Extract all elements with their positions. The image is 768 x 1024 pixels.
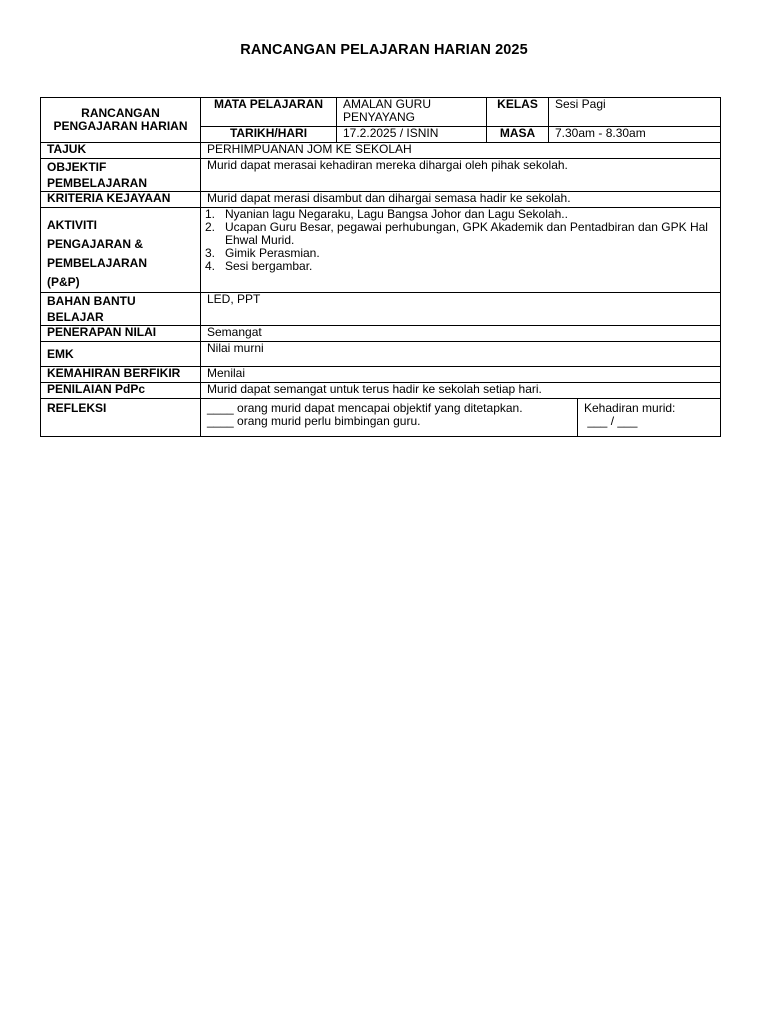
kemahiran-value: Menilai <box>201 367 721 383</box>
list-item: 1. Nyanian lagu Negaraku, Lagu Bangsa Johor dan Lagu Sekolah.. <box>205 207 568 221</box>
tajuk-label: TAJUK <box>41 143 201 159</box>
aktiviti-value <box>201 208 721 293</box>
lesson-plan-table <box>40 97 721 437</box>
row-objektif <box>41 159 721 192</box>
penilaian-value: Murid dapat semangat untuk terus hadir ke sekolah setiap hari. <box>201 383 721 399</box>
kelas-value: Sesi Pagi <box>549 98 721 127</box>
list-item: 4. Sesi bergambar. <box>205 259 313 273</box>
row-tajuk <box>41 143 721 159</box>
emk-label: EMK <box>41 342 201 367</box>
masa-label: MASA <box>487 127 549 143</box>
row-emk <box>41 342 721 367</box>
bahan-label: BAHAN BANTU BELAJAR <box>41 293 201 326</box>
refleksi-line-1: ____ orang murid dapat mencapai objektif yang ditetapkan. <box>207 401 523 415</box>
nilai-label: PENERAPAN NILAI <box>41 326 201 342</box>
row-nilai <box>41 326 721 342</box>
refleksi-label: REFLEKSI <box>41 399 201 437</box>
row-kriteria <box>41 192 721 208</box>
kehadiran-label: Kehadiran murid: <box>584 401 676 415</box>
row-refleksi <box>41 399 721 437</box>
masa-value: 7.30am - 8.30am <box>549 127 721 143</box>
row-penilaian <box>41 383 721 399</box>
aktiviti-label: AKTIVITI PENGAJARAN & PEMBELAJARAN (P&P) <box>41 208 201 293</box>
header-row-subject <box>41 98 721 127</box>
kemahiran-label: KEMAHIRAN BERFIKIR <box>41 367 201 383</box>
tarikh-label: TARIKH/HARI <box>201 127 337 143</box>
kehadiran-cell <box>578 399 721 437</box>
list-item: 2. Ucapan Guru Besar, pegawai perhubungan, GPK Akademik dan Pentadbiran dan GPK Hal Ehwal Murid. <box>205 220 708 247</box>
list-item: 3. Gimik Perasmian. <box>205 246 320 260</box>
bahan-value: LED, PPT <box>201 293 721 326</box>
refleksi-value <box>201 399 578 437</box>
refleksi-line-2: ____ orang murid perlu bimbingan guru. <box>207 414 421 428</box>
aktiviti-list <box>205 208 714 273</box>
kelas-label: KELAS <box>487 98 549 127</box>
tajuk-value: PERHIMPUANAN JOM KE SEKOLAH <box>201 143 721 159</box>
kehadiran-value: ___ / ___ <box>584 414 638 428</box>
tarikh-value: 17.2.2025 / ISNIN <box>337 127 487 143</box>
kriteria-label: KRITERIA KEJAYAAN <box>41 192 201 208</box>
penilaian-label: PENILAIAN PdPc <box>41 383 201 399</box>
emk-value: Nilai murni <box>201 342 721 367</box>
row-bahan <box>41 293 721 326</box>
row-aktiviti <box>41 208 721 293</box>
page-title: RANCANGAN PELAJARAN HARIAN 2025 <box>240 42 528 58</box>
objektif-label: OBJEKTIF PEMBELAJARAN <box>41 159 201 192</box>
row-kemahiran <box>41 367 721 383</box>
kriteria-value: Murid dapat merasi disambut dan dihargai semasa hadir ke sekolah. <box>201 192 721 208</box>
header-left-label: RANCANGAN PENGAJARAN HARIAN <box>41 98 201 143</box>
mata-pelajaran-value: AMALAN GURU PENYAYANG <box>337 98 487 127</box>
objektif-value: Murid dapat merasai kehadiran mereka dihargai oleh pihak sekolah. <box>201 159 721 192</box>
nilai-value: Semangat <box>201 326 721 342</box>
mata-pelajaran-label: MATA PELAJARAN <box>201 98 337 127</box>
